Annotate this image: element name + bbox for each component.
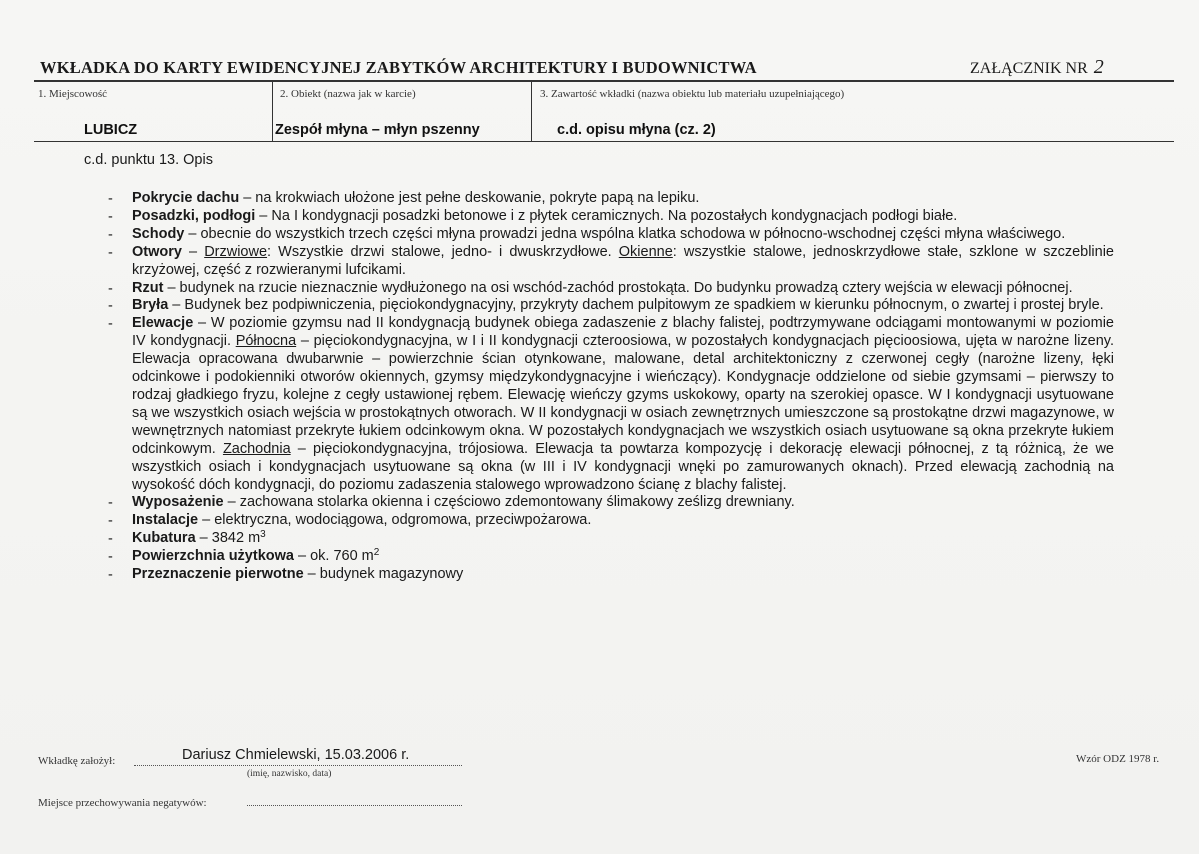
- facades-text-1: – W poziomie gzymsu nad II kondygnacją budynek obiega zadaszenie z blachy falistej, podtrzymywane odciągami montowanymi w poziomie IV kondygnacji.: [132, 315, 1114, 350]
- header-rule: [34, 80, 1174, 82]
- item-floors: [104, 208, 1114, 226]
- annex-label: [970, 56, 1104, 79]
- item-dash: –: [181, 243, 205, 260]
- object-value: Zespół młyna – młyn pszenny: [275, 122, 480, 138]
- field-divider-1: [272, 82, 273, 142]
- item-purpose: [104, 566, 1114, 584]
- item-title: Pokrycie dachu: [132, 190, 240, 206]
- doors-text: : Wszystkie drzwi stalowe, jedno- i dwuskrzydłowe.: [267, 243, 619, 260]
- facades-text-2: – pięciokondygnacyjna, w I i II kondygnacji czteroosiowa, w pozostałych kondygnacjach pięcioosiowa, ujęta w narożne lizeny. Elewacja opracowana dwubarwnie – powierzchnie ścian otynkowane, malowane, detal architektoniczny z czerwonej cegły (narożne lizeny, łęki odcinkowe i podokienniki otworów okiennych, gzymsy międzykondygnacyjne i wieńczący). Kondygnacje oddzielone od siebie gzymsami – pierwszy to rodzaj gładkiego fryzu, kolejne z cegły ustawionej rębem. Elewację wieńczy gzyms uskokowy, oparty na szerokiej opasce. W I kondygnacji usytuowane są we wszystkich osiach wejścia w prostokątnych otworach. W II kondygnacji w osiach zewnętrznych umieszczone są prostokątne drzwi magazynowe, w wewnętrznych natomiast przekryte łukiem odcinkowym okna. W pozostałych kondygnacjach we wszystkich osiach usytuowane są okna przekryte łukiem odcinkowym.: [132, 333, 1114, 457]
- item-text: – 3842 m: [195, 530, 261, 547]
- field-divider-2: [531, 82, 532, 142]
- bullet-dash: -: [108, 298, 113, 315]
- bullet-dash: -: [108, 244, 113, 261]
- locality-value: LUBICZ: [84, 122, 138, 138]
- card-title: WKŁADKA DO KARTY EWIDENCYJNEJ ZABYTKÓW ARCHITEKTURY I BUDOWNICTWA: [40, 58, 757, 77]
- item-roof: [104, 190, 1114, 208]
- unit-superscript: 3: [260, 529, 266, 541]
- section-intro: c.d. punktu 13. Opis: [84, 152, 213, 168]
- form-code: Wzór ODZ 1978 r.: [1076, 753, 1160, 765]
- bullet-dash: -: [108, 567, 113, 584]
- item-stairs: [104, 226, 1114, 244]
- bullet-dash: -: [108, 316, 113, 333]
- item-text: – budynek magazynowy: [303, 566, 464, 583]
- bullet-dash: -: [108, 226, 113, 243]
- item-mass: [104, 297, 1114, 315]
- item-plan: [104, 280, 1114, 298]
- item-text: – obecnie do wszystkich trzech części młyna prowadzi jedna wspólna klatka schodowa w północno-wschodnej części młyna właściwego.: [184, 225, 1066, 242]
- bullet-dash: -: [108, 208, 113, 225]
- content-label: 3. Zawartość wkładki (nazwa obiektu lub materiału uzupełniającego): [540, 88, 845, 100]
- item-text: – Budynek bez podpiwniczenia, pięciokondygnacyjny, przykryty dachem pulpitowym ze spadkiem w kierunku północnym, o zwartej i prostej bryle.: [168, 297, 1104, 314]
- item-text: – ok. 760 m: [293, 548, 374, 565]
- item-text: – budynek na rzucie nieznacznie wydłużonego na osi wschód-zachód prostokąta. Do budynku prowadzą cztery wejścia w elewacji północnej.: [163, 279, 1073, 296]
- locality-label: 1. Miejscowość: [38, 88, 108, 100]
- windows-text: : wszystkie stalowe, jednoskrzydłowe stałe, szklone w szczeblinie krzyżowej, część z rozwieranymi lufcikami.: [132, 243, 1114, 278]
- content-value: c.d. opisu młyna (cz. 2): [557, 122, 716, 138]
- bullet-dash: -: [108, 280, 113, 297]
- author-label: Wkładkę założył:: [38, 755, 116, 767]
- item-title: Posadzki, podłogi: [132, 207, 256, 224]
- item-title: Wyposażenie: [132, 494, 224, 511]
- item-title: Elewacje: [132, 315, 194, 332]
- author-value: Dariusz Chmielewski, 15.03.2006 r.: [182, 747, 410, 763]
- bullet-dash: -: [108, 495, 113, 512]
- item-title: Rzut: [132, 279, 164, 296]
- facades-text-3: – pięciokondygnacyjna, trójosiowa. Elewacja ta powtarza kompozycję i dekorację elewacji północnej, z tą różnicą, że we wszystkich osiach i kondygnacjach usytuowane są okna (w III i IV kondygnacji wnęki po zamurowanych oknach). Przed elewacją zachodnią na wysokość dóch kondygnacji, do poziomu zadaszenia stalowego wprowadzono ścianę z blachy falistej.: [132, 440, 1114, 493]
- item-title: Instalacje: [132, 512, 199, 529]
- item-openings: [104, 244, 1114, 280]
- bullet-dash: -: [108, 531, 113, 548]
- bullet-dash: -: [108, 513, 113, 530]
- unit-superscript: 2: [373, 547, 380, 559]
- annex-label-text: ZAŁĄCZNIK NR: [970, 60, 1088, 77]
- north-facade-label: Północna: [235, 333, 297, 350]
- negatives-line: [247, 805, 462, 806]
- item-title: Powierzchnia użytkowa: [132, 548, 294, 565]
- item-text: – zachowana stolarka okienna i częściowo zdemontowany ślimakowy ześlizg drewniany.: [223, 494, 795, 511]
- item-title: Kubatura: [132, 530, 196, 547]
- item-text: – Na I kondygnacji posadzki betonowe i z płytek ceramicznych. Na pozostałych kondygnacjach podłogi białe.: [255, 207, 958, 224]
- item-installations: [104, 512, 1114, 530]
- item-text: – na krokwiach ułożone jest pełne deskowanie, pokryte papą na lepiku.: [239, 190, 700, 206]
- item-facades: [104, 315, 1114, 494]
- author-note: (imię, nazwisko, data): [247, 769, 332, 779]
- annex-number: 2: [1093, 56, 1104, 78]
- bullet-dash: -: [108, 191, 113, 207]
- author-line: [134, 765, 462, 766]
- bullet-dash: -: [108, 549, 113, 566]
- doors-label: Drzwiowe: [204, 243, 268, 260]
- west-facade-label: Zachodnia: [222, 440, 291, 457]
- item-area: [104, 548, 1114, 566]
- windows-label: Okienne: [618, 243, 673, 260]
- fields-rule: [34, 141, 1174, 142]
- item-title: Schody: [132, 225, 185, 242]
- item-title: Otwory: [132, 243, 182, 260]
- item-title: Przeznaczenie pierwotne: [132, 566, 304, 583]
- item-title: Bryła: [132, 297, 169, 314]
- description-body: [104, 190, 1114, 584]
- item-equipment: [104, 494, 1114, 512]
- negatives-label: Miejsce przechowywania negatywów:: [38, 797, 207, 809]
- object-label: 2. Obiekt (nazwa jak w karcie): [280, 88, 416, 100]
- item-volume: [104, 530, 1114, 548]
- item-text: – elektryczna, wodociągowa, odgromowa, przeciwpożarowa.: [198, 512, 592, 529]
